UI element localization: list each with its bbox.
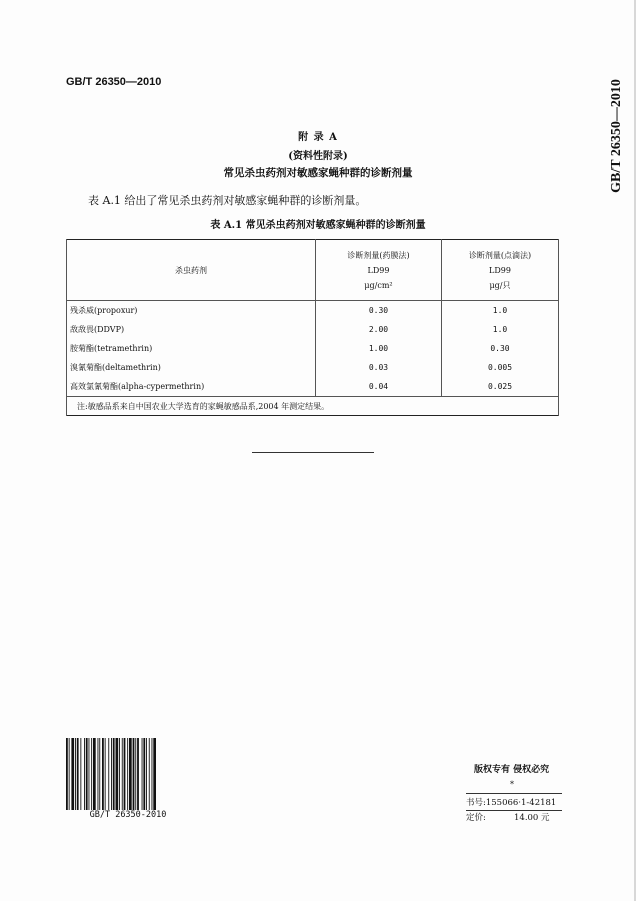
intro-text: 表 A.1 给出了常见杀虫药剂对敏感家蝇种群的诊断剂量。 [88,194,367,207]
pesticide-name: 溴氰菊酯(deltamethrin) [67,358,316,377]
table-row [67,301,559,321]
pesticide-name: 残杀威(propoxur) [67,301,316,321]
price-label: 定价: [466,813,486,823]
barcode-bar [91,738,92,810]
drop-dose: 1.0 [442,301,559,321]
barcode-bar [122,738,123,810]
barcode-bar [98,738,99,810]
barcode-number: GB/T 26350-2010 [89,810,167,820]
barcode-bar [142,738,143,810]
film-dose: 0.04 [316,377,442,397]
film-dose: 1.00 [316,339,442,358]
pesticide-name: 高效氯氰菊酯(alpha-cypermethrin) [67,377,316,397]
table-note: 注:敏感品系来自中国农业大学选育的家蝇敏感品系,2004 年测定结果。 [67,397,559,416]
barcode-bar [124,738,126,810]
barcode-bar [129,738,132,810]
copyright-notice: 版权专有 侵权必究 [474,765,550,775]
header-film-line1: 诊断剂量(药膜法) [347,250,410,260]
film-dose: 0.30 [316,301,442,321]
barcode-bar [119,738,120,810]
barcode-bar [105,738,106,810]
standard-number: GB/T 26350—2010 [66,76,162,88]
drop-dose: 0.30 [442,339,559,358]
header-film-line3: μg/cm² [364,280,393,290]
table-title: 表 A.1 常见杀虫药剂对敏感家蝇种群的诊断剂量 [210,220,426,231]
film-dose: 2.00 [316,320,442,339]
header-pesticide: 杀虫药剂 [67,240,316,301]
pesticide-name: 敌敌畏(DDVP) [67,320,316,339]
appendix-title: 常见杀虫药剂对敏感家蝇种群的诊断剂量 [223,167,413,179]
price-value: 14.00 元 [514,813,550,823]
header-drop-line2: LD99 [489,265,511,275]
header-drop-line3: μg/只 [489,280,511,290]
barcode-bar [99,738,100,810]
barcode-bar [69,738,70,810]
barcode-bar [102,738,104,810]
barcode-bar [146,738,147,810]
barcode-bar [89,738,90,810]
pesticide-name: 胺菊酯(tetramethrin) [67,339,316,358]
drop-dose: 1.0 [442,320,559,339]
header-film-method [316,240,442,301]
appendix-label: 附 录 A [298,132,338,143]
barcode-bar [93,738,96,810]
film-dose: 0.03 [316,358,442,377]
table-row [67,320,559,339]
barcode-bar [71,738,74,810]
barcode-bar [153,738,156,810]
diagnostic-dose-table [66,239,559,416]
table-row [67,339,559,358]
side-standard-number: GB/T 26350—2010 [609,79,624,193]
barcode-bar [137,738,139,810]
barcode-bar [113,738,115,810]
barcode-bar [86,738,88,810]
barcode-bar [84,738,85,810]
barcode-bar [116,738,119,810]
barcode-bar [111,738,112,810]
barcode-bar [127,738,128,810]
appendix-type: (资料性附录) [288,151,348,162]
barcode-bar [75,738,76,810]
barcode-bar [108,738,109,810]
barcode-bar [133,738,135,810]
barcode-image [64,738,192,810]
header-film-line2: LD99 [367,265,390,275]
header-drop-method [442,240,559,301]
barcode-bar [80,738,81,810]
barcode-bar [149,738,150,810]
table-row [67,377,559,397]
table-row [67,358,559,377]
table-header-row [67,240,559,301]
star-mark: * [510,780,514,789]
barcode-bar [135,738,136,810]
price-line [466,811,562,823]
header-drop-line1: 诊断剂量(点滴法) [468,250,532,260]
end-rule [252,452,374,453]
barcode-bar [152,738,153,810]
barcode-bar [143,738,145,810]
barcode-bar [66,738,68,810]
drop-dose: 0.025 [442,377,559,397]
book-number: 书号:155066·1-42181 [466,793,562,811]
table-note-row [67,397,559,416]
barcode-bar [77,738,79,810]
drop-dose: 0.005 [442,358,559,377]
